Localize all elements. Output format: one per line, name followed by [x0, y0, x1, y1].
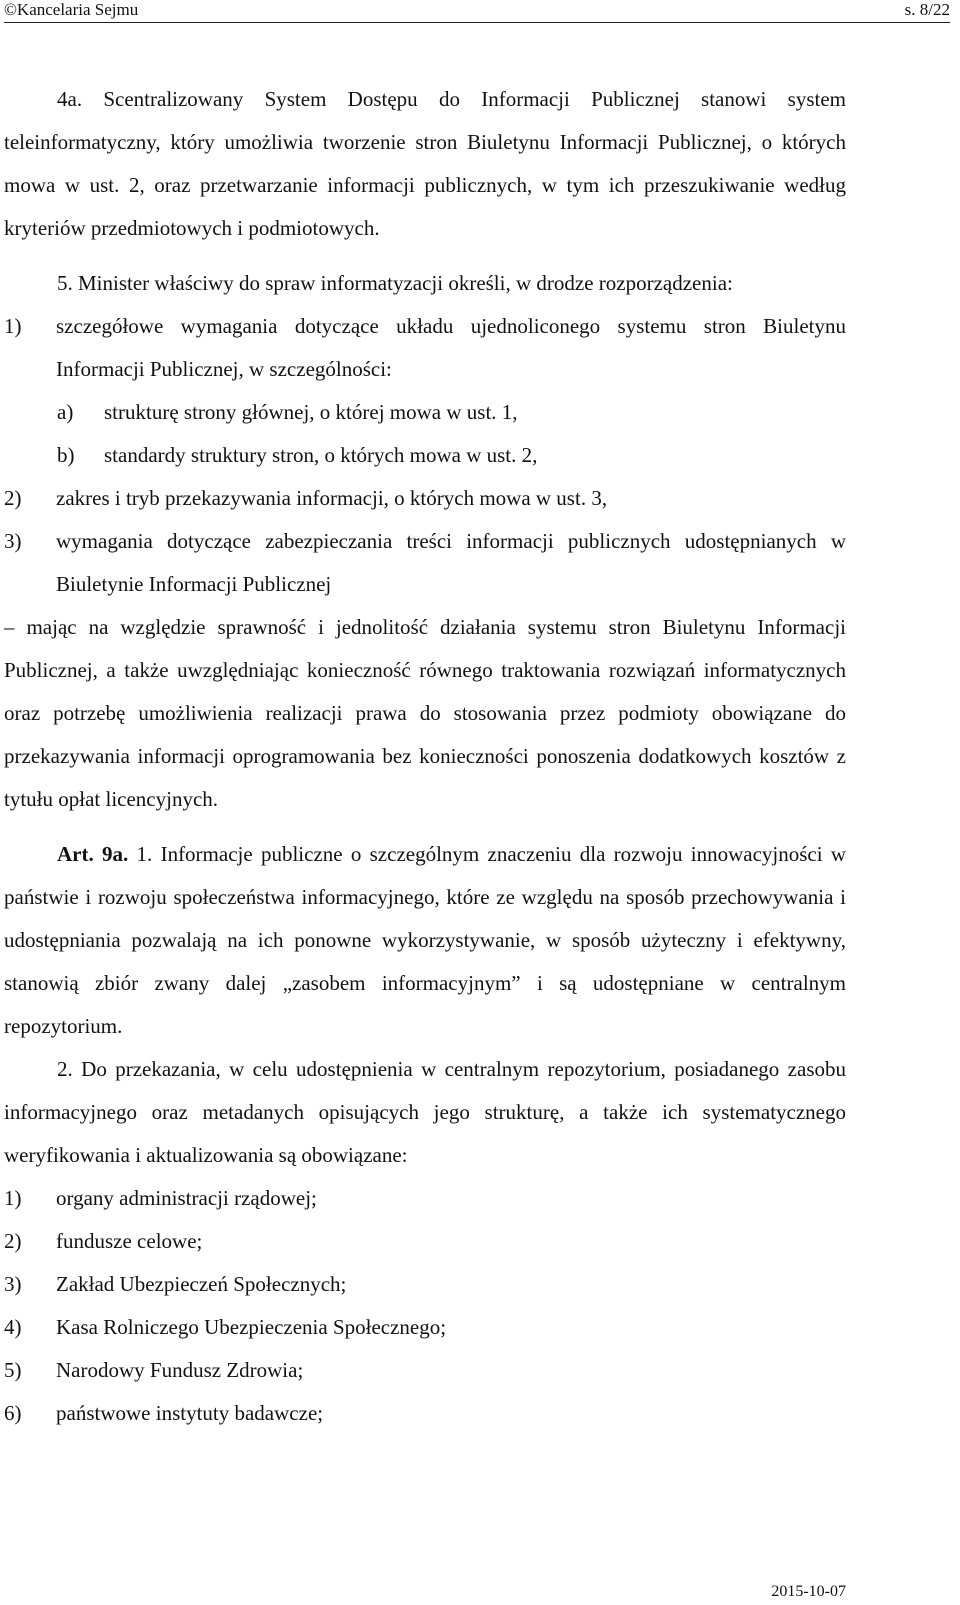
list-item-text: Narodowy Fundusz Zdrowia;	[56, 1358, 304, 1382]
copyright-label: ©Kancelaria Sejmu	[4, 0, 139, 19]
list-item-number: 6)	[4, 1401, 22, 1425]
list-item-text: Kasa Rolniczego Ubezpieczenia Społecznego;	[56, 1315, 447, 1339]
sub-item-letter: b)	[57, 443, 75, 467]
list-item-text: organy administracji rządowej;	[56, 1186, 317, 1210]
paragraph-5: 5. Minister właściwy do spraw informatyzacji określi, w drodze rozporządzenia:	[57, 271, 733, 295]
list-item	[4, 477, 846, 520]
list-item	[4, 1349, 846, 1392]
list-item-number: 4)	[4, 1315, 22, 1339]
sub-item-letter: a)	[57, 400, 74, 424]
document-body	[4, 78, 846, 1435]
list-item-text: Zakład Ubezpieczeń Społecznych;	[56, 1272, 347, 1296]
list-item-number: 5)	[4, 1358, 22, 1382]
list-item-number: 3)	[4, 1272, 22, 1296]
closing-clause: – mając na względzie sprawność i jednolitość działania systemu stron Biuletynu Informacji Publicznej, a także uwzględniając konieczność równego traktowania rozwiązań informatycznych oraz potrzebę umożliwienia realizacji prawa do stosowania przez podmioty obowiązane do przekazywania informacji oprogramowania bez konieczności ponoszenia dodatkowych kosztów z tytułu opłat licencyjnych.	[4, 615, 846, 811]
list-item-number: 2)	[4, 1229, 22, 1253]
list-item	[4, 1306, 846, 1349]
page-number: s. 8/22	[904, 0, 950, 19]
page-header	[0, 0, 960, 24]
list-item	[4, 1220, 846, 1263]
list-item-number: 1)	[4, 314, 22, 338]
list-item	[4, 1392, 846, 1435]
list-item-text: szczegółowe wymagania dotyczące układu ujednoliconego systemu stron Biuletynu Informacji Publicznej, w szczególności:	[56, 314, 846, 381]
list-item	[4, 305, 846, 391]
sub-item-text: strukturę strony głównej, o której mowa w ust. 1,	[104, 400, 518, 424]
list-item-text: zakres i tryb przekazywania informacji, o których mowa w ust. 3,	[56, 486, 608, 510]
list-item-text: wymagania dotyczące zabezpieczania treści informacji publicznych udostępnianych w Biuletynie Informacji Publicznej	[56, 529, 846, 596]
list-item	[4, 1177, 846, 1220]
sub-list-item	[4, 391, 846, 434]
article-label: Art. 9a.	[57, 842, 129, 866]
list-item	[4, 520, 846, 606]
article-9a-p1-text: 1. Informacje publiczne o szczególnym znaczeniu dla rozwoju innowacyjności w państwie i rozwoju społeczeństwa informacyjnego, które ze względu na sposób przechowywania i udostępniania pozwalają na ich ponowne wykorzystywanie, w sposób użyteczny i efektywny, stanowią zbiór zwany dalej „zasobem informacyjnym” i są udostępniane w centralnym repozytorium.	[4, 842, 847, 1038]
paragraph-4a: 4a. Scentralizowany System Dostępu do Informacji Publicznej stanowi system teleinformatyczny, który umożliwia tworzenie stron Biuletynu Informacji Publicznej, o których mowa w ust. 2, oraz przetwarzanie informacji publicznych, w tym ich przeszukiwanie według kryteriów przedmiotowych i podmiotowych.	[4, 87, 846, 240]
list-item-number: 2)	[4, 486, 22, 510]
header-rule	[4, 22, 950, 23]
list-item-number: 3)	[4, 529, 22, 553]
list-item-text: państwowe instytuty badawcze;	[56, 1401, 324, 1425]
sub-item-text: standardy struktury stron, o których mowa w ust. 2,	[104, 443, 538, 467]
list-item-text: fundusze celowe;	[56, 1229, 203, 1253]
article-9a-paragraph-2: 2. Do przekazania, w celu udostępnienia w centralnym repozytorium, posiadanego zasobu informacyjnego oraz metadanych opisujących jego strukturę, a także ich systematycznego weryfikowania i aktualizowania są obowiązane:	[4, 1057, 846, 1167]
article-9a-paragraph-1	[4, 833, 846, 1048]
sub-list-item	[4, 434, 846, 477]
list-item	[4, 1263, 846, 1306]
document-date: 2015-10-07	[771, 1583, 846, 1600]
list-item-number: 1)	[4, 1186, 22, 1210]
